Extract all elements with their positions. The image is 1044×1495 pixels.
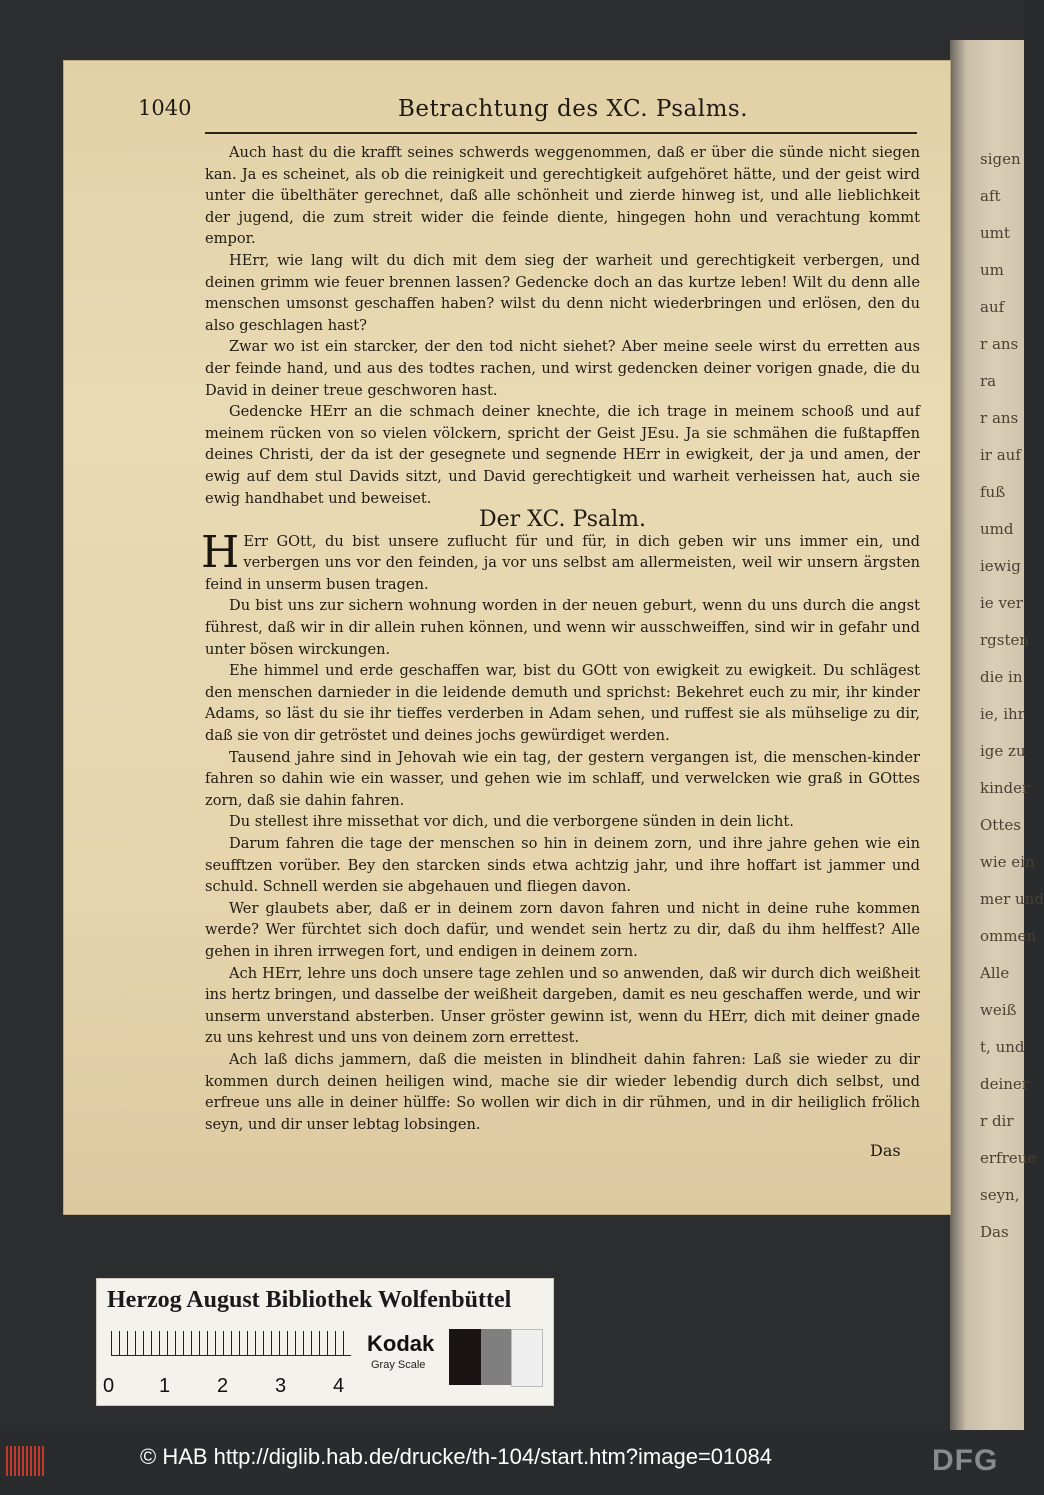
psalm-title: Der XC. Psalm. <box>479 507 646 533</box>
ruler-number: 1 <box>159 1375 171 1397</box>
adjacent-page-fragment: umt <box>980 224 1010 242</box>
kodak-logo: Kodak <box>367 1331 435 1356</box>
paragraph: Ach laß dichs jammern, daß die meisten in blindheit dahin fahren: Laß sie wieder zu dir kommen durch deinen heiligen wind, mache sie dir wieder lebendig durch dich selbst, und erfreue uns alle in deiner hülffe: So wollen wir dich in dir rühmen, und in dir heiliglich frölich seyn, und dir unser lebtag lobsingen. <box>205 1050 920 1133</box>
ruler-baseline <box>111 1355 351 1356</box>
paragraph: Du bist uns zur sichern wohnung worden in der neuen geburt, wenn du uns durch die angst führest, daß wir in dir allein ruhen können, und wenn wir ausschweiffen, sind wir in gefahr und unter bösen wirckungen. <box>205 597 920 658</box>
adjacent-page-fragment: r ans <box>980 335 1019 353</box>
adjacent-page-fragment: weiß <box>980 1001 1017 1019</box>
paragraph: Auch hast du die krafft seines schwerds weggenommen, daß er über die sünde nicht siegen kan. Ja es scheinet, als ob die reinigkeit und gerechtigkeit aufgehöret hätte, und der geist wird unter die übelthäter gerechnet, daß alle schönheit und zierde hinweg ist, und alle lieblichkeit der jugend, die zum streit wider die feinde diente, hingegen hohn und verachtung kommt empor. <box>205 144 920 248</box>
adjacent-page-fragment: deiner <box>980 1075 1029 1093</box>
adjacent-page-fragment: rgsten <box>980 631 1030 649</box>
color-target-card <box>96 1278 554 1406</box>
adjacent-page-fragment: r ans <box>980 409 1019 427</box>
dfg-logo: DFG <box>932 1444 999 1477</box>
psalm-opening-text: Err GOtt, du bist unsere zuflucht für und für, in dich geben wir uns immer ein, und verbergen uns vor den feinden, ja vor uns selbst am allermeisten, weil wir unsern ärgsten feind in unserm busen tragen. <box>205 532 920 593</box>
adjacent-page-fragment: ige zu <box>980 742 1026 760</box>
adjacent-page-fragment: ir auf <box>980 446 1021 464</box>
paragraph: Ach HErr, lehre uns doch unsere tage zehlen und so anwenden, daß wir durch dich weißheit ins hertz bringen, und dasselbe der weißheit dargeben, damit es neu geschaffen werde, und wir unserm unverstand absterben. Unser gröster gewinn ist, wenn du HErr, dich mit deiner gnade zu uns kehrest und uns von deinem zorn errettest. <box>205 964 920 1047</box>
copyright-link[interactable]: © HAB http://diglib.hab.de/drucke/th-104/start.htm?image=01084 <box>140 1444 772 1469</box>
ruler-number: 4 <box>333 1375 345 1397</box>
adjacent-page-fragment: wie ein <box>980 853 1035 871</box>
adjacent-page-fragment: fuß <box>980 483 1006 501</box>
adjacent-page-fragment: aft <box>980 187 1001 205</box>
adjacent-page-fragment: iewig <box>980 557 1021 575</box>
paragraph: Zwar wo ist ein starcker, der den tod nicht siehet? Aber meine seele wirst du erretten aus der feinde hand, und aus des todtes rachen, und wirst gedencken deiner vorigen gnade, die du David in deiner treue geschworen hast. <box>205 338 920 399</box>
gray-patch <box>481 1329 511 1385</box>
paragraph: Wer glaubets aber, daß er in deinem zorn davon fahren und nicht in deine ruhe kommen werde? Wer fürchtet sich doch dafür, und wendet sein hertz zu dir, daß du ihm helffest? Alle gehen in ihren irrwegen fort, und endigen in deinem zorn. <box>205 899 920 960</box>
adjacent-page-fragment: um <box>980 261 1004 279</box>
adjacent-page-fragment: erfreue <box>980 1149 1037 1167</box>
gray-scale-label: Gray Scale <box>371 1359 426 1371</box>
page-body <box>201 142 920 1135</box>
adjacent-page-fragment: mer und <box>980 890 1044 908</box>
adjacent-page-fragment: ie, ihr <box>980 705 1025 723</box>
black-patch <box>449 1329 481 1385</box>
psalm-opening <box>201 526 920 596</box>
ruler-scale <box>111 1331 351 1359</box>
adjacent-page-fragment: kinder <box>980 779 1030 797</box>
ruler-number: 0 <box>103 1375 115 1397</box>
adjacent-page-fragment: r dir <box>980 1112 1014 1130</box>
running-head <box>138 96 918 128</box>
paragraph: Ehe himmel und erde geschaffen war, bist du GOtt von ewigkeit zu ewigkeit. Du schlägest den menschen darnieder in die leidende demuth und sprichst: Bekehret euch zu mir, ihr kinder Adams, so läst du sie ihr tieffes verderben in Adam sehen, und ruffest sie als mühselige zu dir, daß sie von dir getröstet und deines jochs gewürdiget werden. <box>205 662 920 745</box>
adjacent-page <box>950 40 1044 1430</box>
adjacent-page-fragment: seyn, <box>980 1186 1020 1204</box>
adjacent-page-fragment: ra <box>980 372 997 390</box>
footer-bar <box>0 1430 1024 1495</box>
adjacent-page-fragment: ie ver <box>980 594 1023 612</box>
adjacent-page-fragment: Das <box>980 1223 1009 1241</box>
adjacent-page-fragment: umd <box>980 520 1014 538</box>
drop-capital: H <box>201 526 240 578</box>
white-patch <box>511 1329 543 1387</box>
adjacent-page-fragment: Alle <box>980 964 1010 982</box>
adjacent-page-fragment: Ottes <box>980 816 1021 834</box>
barcode-icon <box>6 1446 44 1476</box>
adjacent-page-fragment: die in <box>980 668 1023 686</box>
catchword: Das <box>870 1141 901 1160</box>
paragraph: HErr, wie lang wilt du dich mit dem sieg der warheit und gerechtigkeit verbergen, und deinen grimm wie feuer brennen lassen? Gedencke doch an das kurtze leben! Wilt du denn alle menschen umsonst geschaffen haben? wilst du denn nicht wiederbringen und erlösen, den du also geschlagen hast? <box>205 251 920 334</box>
paragraph: Tausend jahre sind in Jehovah wie ein tag, der gestern vergangen ist, die menschen-kinder fahren so dahin wie ein wasser, und gehen wie im schlaff, und verwelcken wie graß in GOttes zorn, daß sie dahin fahren. <box>205 748 920 809</box>
adjacent-page-fragment: sigen <box>980 150 1021 168</box>
adjacent-page-fragment: auf <box>980 298 1005 316</box>
paragraph: Du stellest ihre missethat vor dich, und die verborgene sünden in dein licht. <box>229 813 794 831</box>
header-rule <box>205 132 917 134</box>
ruler-ticks <box>111 1331 351 1355</box>
ruler-number: 2 <box>217 1375 229 1397</box>
adjacent-page-fragment: ommen <box>980 927 1037 945</box>
running-title: Betrachtung des XC. Psalms. <box>398 96 749 122</box>
paragraph: Darum fahren die tage der menschen so hin in deinem zorn, und ihre jahre gehen wie ein seufftzen vorüber. Bey den starcken sinds etwa achtzig jahr, und ihre hoffart ist jammer und schuld. Schnell werden sie abgehauen und fliegen davon. <box>205 835 920 896</box>
library-name: Herzog August Bibliothek Wolfenbüttel <box>107 1287 512 1313</box>
paragraph: Gedencke HErr an die schmach deiner knechte, die ich trage in meinem schooß und auf meinem rücken von so vielen völckern, spricht der Geist JEsu. Ja sie schmähen die fußtapffen deines Christi, der da ist der gesegnete und segnende HErr in ewigkeit, der ja und amen, der ewig auf dem stul Davids sitzt, und David gerechtigkeit und warheit verheissen hat, auch sie ewig handhabet und beweiset. <box>205 403 920 507</box>
ruler-number: 3 <box>275 1375 287 1397</box>
adjacent-page-fragment: t, und <box>980 1038 1025 1056</box>
page-number: 1040 <box>138 96 192 120</box>
